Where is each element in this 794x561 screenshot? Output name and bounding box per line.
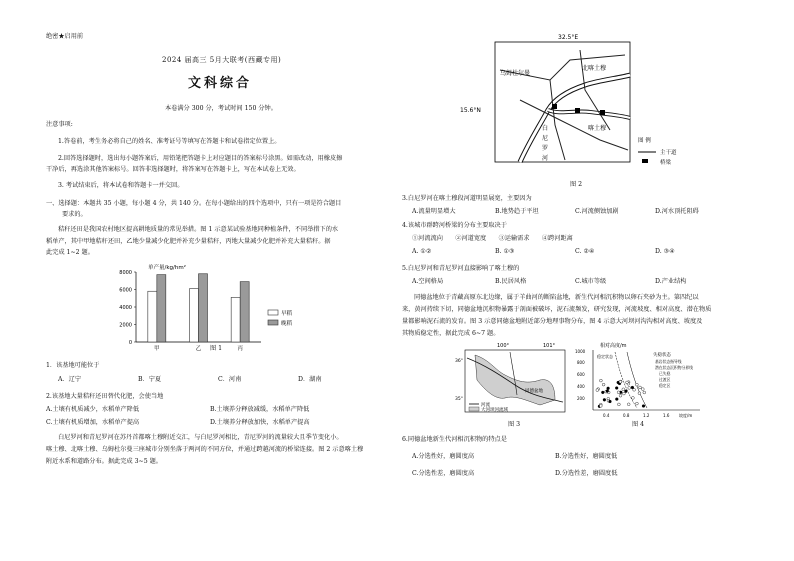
figure3-map [455,340,570,420]
figure1-ylabel: 单产量/kg/hm² [148,265,186,271]
legend-bridge-swatch [642,159,648,163]
figure4-ytick: 1000 [575,349,586,354]
figure4-point [622,388,625,391]
figure4-ytick: 400 [577,384,585,389]
figure3-basin-label: 同德盆地 [525,389,543,394]
q3-option-b[interactable]: B.地势趋于平坦 [495,208,539,215]
figure3-lat2: 35° [455,397,463,402]
left-column [38,0,383,561]
figure4-legend-item: 已失稳 [659,371,671,376]
score-info: 本卷满分 300 分，考试时间 150 分钟。 [165,105,277,112]
figure1-legend [268,309,293,327]
q6-option-d[interactable]: D.分选性差，磨圆度低 [555,470,618,477]
figure4-legend-item: 稳定区 [659,383,671,388]
legend-swatch-late [268,320,278,325]
figure4-point [628,387,631,390]
q1-option-c[interactable]: C．河南 [218,376,242,383]
figure1-ytick-label: 4000 [119,305,132,311]
figure4-point [615,387,618,390]
figure4-points [596,379,646,408]
figure4-point [636,383,639,386]
bridge-icon [552,104,557,109]
q4-option-a[interactable]: A. ①② [412,248,432,255]
passage1-text: 秸秆还田是我国农村地区提高耕地质量的常见举措。图 1 示意某试验基地同种植条件，不同举措下的水 [58,226,339,233]
q2-stem: 2.该基地大量秸秆还田替代化肥，会使当地 [46,393,164,400]
legend-basin-swatch [469,407,479,411]
passage2-text: 附近水系和道路分布。据此完成 3~5 题。 [46,458,162,465]
figure4-point [641,388,644,391]
q4-stem: 4.该城市群跨河桥梁的分布主要取决于 [402,222,507,229]
passage3-text: 来，黄河持续下切，同德盆地沉积物暴露于剖面被破坏，泥石流频发，研究发现，河流坡度、相对高度、潜在物质 [402,306,712,313]
q2-option-b[interactable]: B.土壤养分释放减缓，水稻单产降低 [210,406,310,413]
figure2-legend-title: 图 例 [638,138,651,144]
figure2-caption: 图 2 [570,181,583,188]
legend-label-early: 早稻 [281,311,293,317]
section1-intro: 要求的。 [62,211,87,218]
figure4-boundary-line [627,352,647,408]
exam-name: 2024 届高三 5月大联考(西藏专用) [162,56,282,64]
q2-option-c[interactable]: C.土壤有机质增加，水稻单产提高 [46,419,140,426]
q5-option-a[interactable]: A.空间格局 [412,278,444,285]
q4-option-c[interactable]: C. ②④ [575,248,595,255]
figure4-point [632,397,635,400]
figure4-xtick: 0.4 [603,413,610,418]
figure2-lon-label: 32.5°E [558,34,579,41]
river-label: 尼 [542,135,549,142]
q6-stem: 6.同德盆地新生代河相沉积物的特点是 [402,436,507,443]
figure4-point [638,392,641,395]
q6-option-b[interactable]: B.分选性好，磨圆度低 [555,453,618,460]
figure4-point [600,379,603,382]
q4-option-b[interactable]: B. ①③ [495,248,515,255]
figure4-point [643,391,646,394]
passage1-text: 稻单产，其中甲地秸秆还田，乙地少量减少化肥并补充少量秸秆，丙地大量减少化肥并补充大量秸秆。据 [46,238,331,245]
figure4-point [627,403,630,406]
river-label: 白 [542,125,549,132]
section1-intro: 一、选择题：本题共 35 小题，每小题 4 分，共 140 分。在每小题给出的四个选项中，只有一项是符合题目 [46,200,342,207]
legend-bridge-label: 桥梁 [660,160,672,166]
note-item: 1.答卷前，考生务必将自己的姓名、准考证号等填写在答题卡和试卷指定位置上。 [58,138,281,145]
river-label: 河 [542,155,549,162]
figure4-point [617,391,620,394]
figure2-map [460,30,700,180]
figure4-point [619,394,622,397]
figure4-point [626,381,629,384]
passage3-text: 其物质稳定性，据此完成 6~7 题。 [402,330,500,337]
bridge-icon [600,110,605,115]
figure1-category-label: 丙 [237,346,243,352]
figure1-bar-late [157,275,166,342]
figure4-point [639,386,642,389]
notes-heading: 注意事项: [46,121,73,128]
figure4-legend-title: 失稳状态 [653,353,671,358]
figure4-point [618,403,621,406]
note-item: 2.回答选择题时，选出每小题答案后，用铅笔把答题卡上对应题目的答案标号涂黑。如需改动，用橡皮擦 [58,155,343,162]
figure4-point [606,390,609,393]
figure4-ylabel: 相对高度/m [600,343,627,349]
figure1-bar-late [240,282,249,342]
legend-label-late: 晚稻 [281,321,293,327]
figure4-point [636,402,639,405]
figure4-point [625,390,628,393]
passage3-text: 同德盆地位于青藏高原东北边缘，属于羊曲河的断陷盆地，新生代河相沉积物以卵石夹砂为主。第四纪以 [414,294,699,301]
figure4-point [601,391,604,394]
passage1-text: 此完成 1~2 题。 [46,249,94,256]
figure3-lon2: 101° [543,343,556,349]
q2-option-d[interactable]: D.土壤养分释放加快，水稻单产提高 [210,419,310,426]
q1-stem: 1．该基地可能位于 [46,362,100,369]
q3-stem: 3.白尼罗河在喀土穆段河道明显展宽，主要因为 [402,195,532,202]
figure4-point [599,405,602,408]
figure4-region-label: 稳定状态 [597,354,613,359]
figure4-caption: 图 4 [632,421,645,428]
city-khartoum: 喀土穆 [588,125,607,132]
city-north-khartoum: 北喀土穆 [582,65,607,72]
figure1-bar-late [199,274,208,342]
legend-river-label: 河流 [481,403,490,408]
passage2-text: 喀土穆、北喀土穆、乌姆杜尔曼三座城市分别坐落于两河的不同方位，并通过跨越河流的桥梁连接。图 2 示意喀土穆 [46,446,364,453]
q1-option-d[interactable]: D．湖南 [298,376,322,383]
figure2-lat-label: 15.6°N [460,107,481,114]
figure1-bar-early [190,289,199,342]
figure4-point [602,383,605,386]
q5-stem: 5.白尼罗河和青尼罗河直接影响了喀土穆的 [402,265,520,272]
figure4-xtick: 1.2 [643,413,650,418]
figure4-legend-item: 潜在状态沉积物分界线 [655,365,693,370]
figure1-category-label: 乙 [195,346,202,352]
figure1-bar-early [231,297,240,342]
figure4-ytick: 800 [577,360,585,365]
passage3-text: 量都影响泥石流的发育。图 3 示意同德盆地附近部分地理事物分布，图 4 示意大河坝河沟沟相对高度、坡度及 [402,318,703,325]
legend-basin-label: 大河坝河流域 [481,408,508,413]
figure1-bar-early [148,291,157,342]
q3-option-d[interactable]: D.河水顶托阻碍 [655,208,699,215]
figure4-xtick: 1.6 [663,413,670,418]
figure4-xtick: 0.8 [623,413,630,418]
q4-items: ①河流流向 ②河道宽度 ③运输需求 ④跨河距离 [412,235,573,242]
figure4-scatter [575,340,705,420]
figure4-point [609,400,612,403]
q6-option-a[interactable]: A.分选性好，磨圆度高 [412,453,475,460]
figure1-ytick-label: 2000 [119,322,132,329]
figure4-point [631,386,634,389]
note-item: 3. 考试结束后，将本试卷和答题卡一并交回。 [58,182,184,189]
figure4-point [603,398,606,401]
figure4-point [607,387,610,390]
bridge-icon [575,108,580,113]
q4-option-d[interactable]: D. ③④ [655,248,675,255]
note-item: 干净后，再选涂其他答案标号。回答非选择题时，将答案写在答题卡上，写在本试卷上无效。 [46,166,300,173]
subject-title: 文科综合 [188,76,253,91]
q3-option-a[interactable]: A.流量明显增大 [412,208,456,215]
figure4-point [619,380,622,383]
figure4-point [623,392,626,395]
figure4-ytick: 200 [577,396,585,401]
river-label: 罗 [542,145,549,152]
figure4-xlabel: 坡度/m [679,413,693,418]
city-omdurman: 乌姆杜尔曼 [500,70,531,77]
q5-option-d[interactable]: D.产业结构 [655,278,687,285]
q6-option-c[interactable]: C.分选性差，磨圆度高 [412,470,475,477]
figure1-ytick-label: 0 [128,340,132,346]
q1-option-a[interactable]: A．辽宁 [58,376,82,383]
secret-label: 绝密★启用前 [46,33,84,40]
figure1-ytick-label: 6000 [119,287,132,294]
figure3-lat1: 36° [455,359,463,364]
figure4-ytick: 600 [577,372,585,377]
figure4-legend-item: 基岩状态指导线 [655,359,682,364]
right-column [400,0,770,561]
legend-swatch-early [268,310,278,315]
q2-option-a[interactable]: A.土壤有机质减少，水稻单产降低 [46,406,140,413]
figure1-bar-chart [108,260,308,355]
figure1-category-label: 甲 [154,346,160,352]
passage2-text: 白尼罗河和青尼罗河在苏丹首都喀土穆附近交汇，与白尼罗河相比，青尼罗河的流量较大且季节变化小。 [58,434,343,441]
q1-option-b[interactable]: B．宁夏 [138,376,162,383]
figure1-ytick-label: 8000 [119,270,132,276]
figure1-caption: 图 1 [210,345,223,352]
figure4-point [615,398,618,401]
figure3-caption: 图 3 [508,421,521,428]
legend-road-label: 主干道 [660,150,677,156]
figure3-lon1: 100° [497,343,510,349]
q5-option-b[interactable]: B.民居风格 [495,278,527,285]
q3-option-c[interactable]: C.河流侧蚀加剧 [575,208,619,215]
figure4-legend-item: 过渡区 [659,377,671,382]
q5-option-c[interactable]: C.城市等级 [575,278,607,285]
figure4-point [596,389,599,392]
figure4-point [642,405,645,408]
